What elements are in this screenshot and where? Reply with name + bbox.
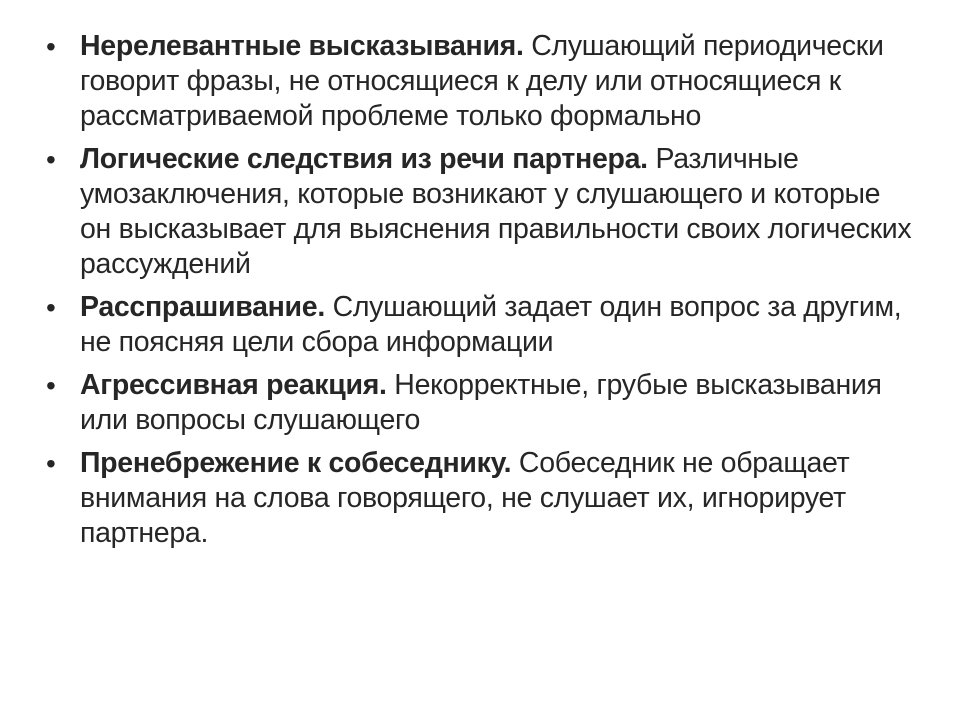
item-description: Слушающий периодически говорит фразы, не относящиеся к делу или относящиеся к рассматриваемой проблеме только формально — [80, 30, 884, 132]
item-term: Агрессивная реакция. — [80, 369, 387, 401]
item-description: Некорректные, грубые высказывания или вопросы слушающего — [80, 369, 882, 436]
list-item — [46, 368, 916, 438]
item-term: Нерелевантные высказывания. — [80, 30, 524, 62]
bullet-icon: • — [46, 292, 56, 323]
list-item — [46, 29, 916, 134]
item-term: Логические следствия из речи партнера. — [80, 143, 648, 175]
bullet-icon: • — [46, 448, 56, 479]
item-description: Собеседник не обращает внимания на слова говорящего, не слушает их, игнорирует партнера. — [80, 447, 850, 549]
bullet-icon: • — [46, 370, 56, 401]
item-description: Слушающий задает один вопрос за другим, не поясняя цели сбора информации — [80, 291, 902, 358]
item-description: Различные умозаключения, которые возникают у слушающего и которые он высказывает для выяснения правильности своих логических рассуждений — [80, 143, 912, 280]
list-item — [46, 446, 916, 551]
bullet-icon: • — [46, 31, 56, 62]
bullet-icon: • — [46, 144, 56, 175]
item-term: Расспрашивание. — [80, 291, 325, 323]
list-item — [46, 290, 916, 360]
bullet-list — [46, 29, 916, 559]
item-term: Пренебрежение к собеседнику. — [80, 447, 512, 479]
list-item — [46, 142, 916, 282]
